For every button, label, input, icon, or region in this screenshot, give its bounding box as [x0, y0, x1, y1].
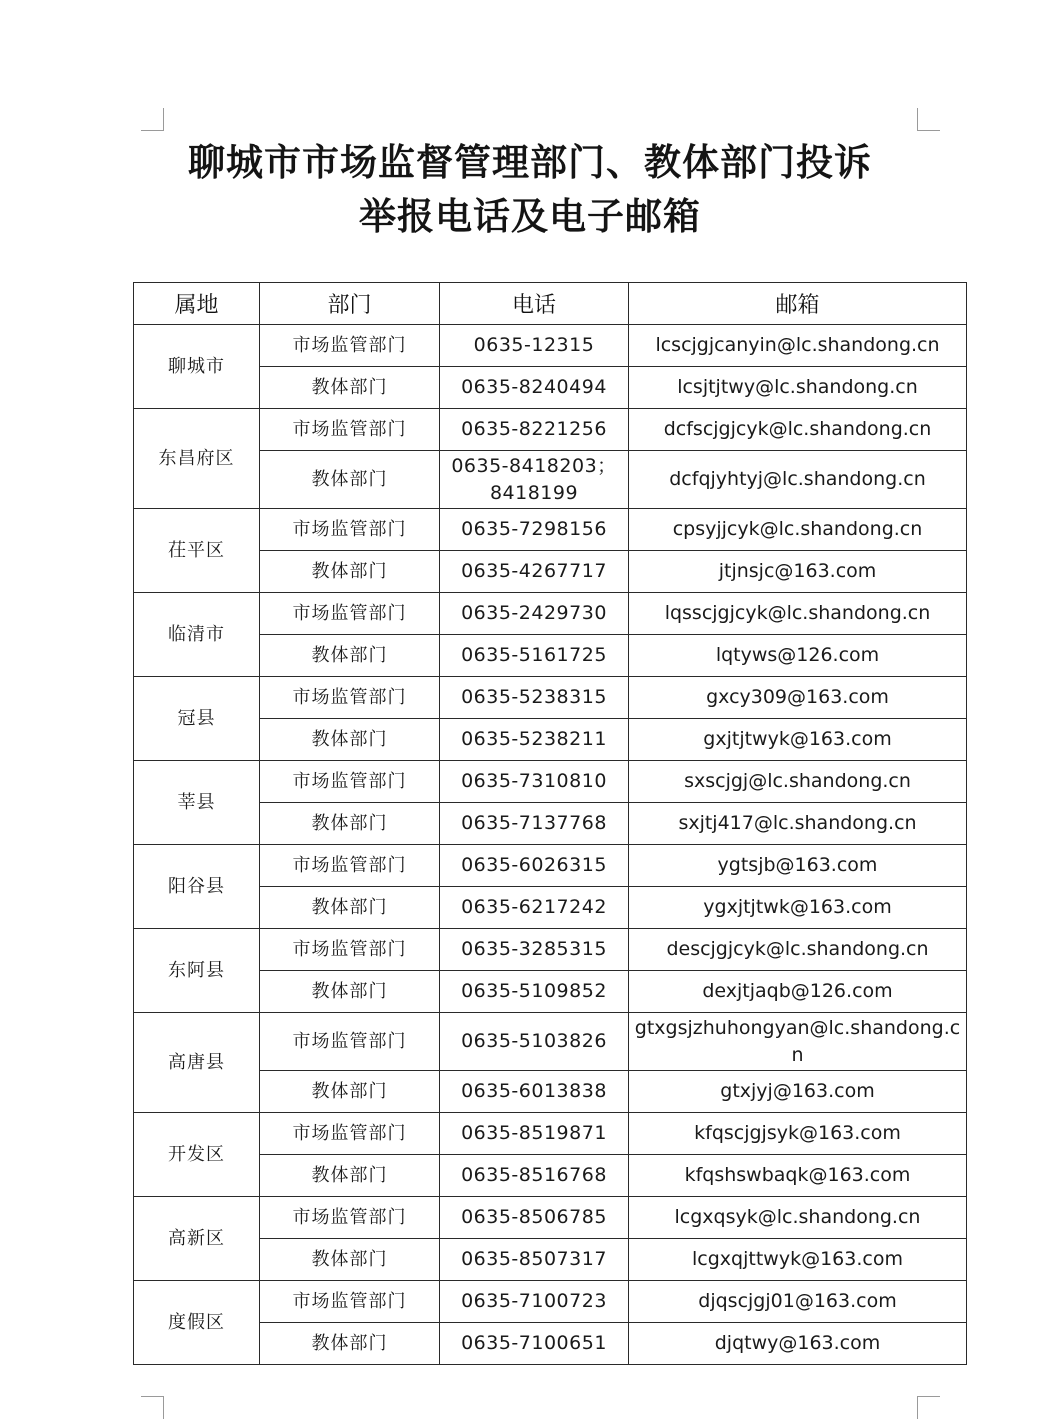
- department-cell: 市场监管部门: [260, 593, 440, 635]
- table-row: [134, 1013, 967, 1071]
- email-cell: dexjtjaqb@126.com: [629, 971, 967, 1013]
- table-body: [134, 325, 967, 1365]
- phone-cell: 0635-7137768: [440, 803, 629, 845]
- email-cell: kfqshswbaqk@163.com: [629, 1155, 967, 1197]
- phone-cell: 0635-8519871: [440, 1113, 629, 1155]
- email-cell: lqtyws@126.com: [629, 635, 967, 677]
- table-row: [134, 761, 967, 803]
- email-cell: dcfscjgjcyk@lc.shandong.cn: [629, 409, 967, 451]
- table-row: [134, 929, 967, 971]
- department-cell: 市场监管部门: [260, 677, 440, 719]
- email-cell: ygxjtjtwk@163.com: [629, 887, 967, 929]
- crop-mark-top-right: [917, 108, 940, 131]
- phone-cell: 0635-5109852: [440, 971, 629, 1013]
- email-cell: dcfqjyhtyj@lc.shandong.cn: [629, 451, 967, 509]
- email-cell: lcscjgjcanyin@lc.shandong.cn: [629, 325, 967, 367]
- phone-cell: 0635-8221256: [440, 409, 629, 451]
- email-cell: descjgjcyk@lc.shandong.cn: [629, 929, 967, 971]
- department-cell: 市场监管部门: [260, 509, 440, 551]
- table-row: [134, 593, 967, 635]
- phone-cell: 0635-8507317: [440, 1239, 629, 1281]
- department-cell: 市场监管部门: [260, 929, 440, 971]
- table-row: [134, 509, 967, 551]
- email-cell: sxjtj417@lc.shandong.cn: [629, 803, 967, 845]
- region-cell: 临清市: [134, 593, 260, 677]
- region-cell: 聊城市: [134, 325, 260, 409]
- department-cell: 教体部门: [260, 451, 440, 509]
- email-cell: kfqscjgjsyk@163.com: [629, 1113, 967, 1155]
- phone-cell: 0635-6026315: [440, 845, 629, 887]
- phone-cell: 0635-6013838: [440, 1071, 629, 1113]
- region-cell: 开发区: [134, 1113, 260, 1197]
- table-row: [134, 845, 967, 887]
- department-cell: 市场监管部门: [260, 1197, 440, 1239]
- phone-cell: 0635-7100723: [440, 1281, 629, 1323]
- phone-cell: 0635-8506785: [440, 1197, 629, 1239]
- crop-mark-top-left: [141, 108, 164, 131]
- region-cell: 莘县: [134, 761, 260, 845]
- department-cell: 市场监管部门: [260, 1113, 440, 1155]
- department-cell: 教体部门: [260, 887, 440, 929]
- department-cell: 教体部门: [260, 1155, 440, 1197]
- email-cell: lqsscjgjcyk@lc.shandong.cn: [629, 593, 967, 635]
- department-cell: 市场监管部门: [260, 1281, 440, 1323]
- table-row: [134, 1281, 967, 1323]
- department-cell: 教体部门: [260, 719, 440, 761]
- email-cell: gxcy309@163.com: [629, 677, 967, 719]
- phone-cell: 0635-4267717: [440, 551, 629, 593]
- header-department: 部门: [260, 283, 440, 325]
- department-cell: 市场监管部门: [260, 325, 440, 367]
- phone-cell: 0635-7100651: [440, 1323, 629, 1365]
- region-cell: 冠县: [134, 677, 260, 761]
- table-row: [134, 1113, 967, 1155]
- email-cell: sxscjgj@lc.shandong.cn: [629, 761, 967, 803]
- email-cell: gxjtjtwyk@163.com: [629, 719, 967, 761]
- phone-cell: 0635-8240494: [440, 367, 629, 409]
- phone-cell: 0635-5238211: [440, 719, 629, 761]
- department-cell: 教体部门: [260, 551, 440, 593]
- table-header-row: [134, 283, 967, 325]
- department-cell: 教体部门: [260, 367, 440, 409]
- department-cell: 教体部门: [260, 1323, 440, 1365]
- region-cell: 高唐县: [134, 1013, 260, 1113]
- department-cell: 市场监管部门: [260, 761, 440, 803]
- department-cell: 市场监管部门: [260, 1013, 440, 1071]
- email-cell: lcsjtjtwy@lc.shandong.cn: [629, 367, 967, 409]
- department-cell: 教体部门: [260, 803, 440, 845]
- contact-table: [133, 282, 967, 1365]
- department-cell: 教体部门: [260, 635, 440, 677]
- phone-cell: 0635-2429730: [440, 593, 629, 635]
- email-cell: jtjnsjc@163.com: [629, 551, 967, 593]
- header-region: 属地: [134, 283, 260, 325]
- email-cell: gtxgsjzhuhongyan@lc.shandong.cn: [629, 1013, 967, 1071]
- email-cell: cpsyjjcyk@lc.shandong.cn: [629, 509, 967, 551]
- department-cell: 教体部门: [260, 1239, 440, 1281]
- crop-mark-bottom-right: [917, 1396, 940, 1419]
- document-title: [0, 136, 1060, 244]
- department-cell: 市场监管部门: [260, 845, 440, 887]
- department-cell: 市场监管部门: [260, 409, 440, 451]
- title-line-2: 举报电话及电子邮箱: [359, 195, 701, 238]
- region-cell: 茌平区: [134, 509, 260, 593]
- phone-cell: 0635-8418203；8418199: [440, 451, 629, 509]
- email-cell: ygtsjb@163.com: [629, 845, 967, 887]
- phone-cell: 0635-5103826: [440, 1013, 629, 1071]
- department-cell: 教体部门: [260, 1071, 440, 1113]
- header-email: 邮箱: [629, 283, 967, 325]
- region-cell: 高新区: [134, 1197, 260, 1281]
- email-cell: lcgxqsyk@lc.shandong.cn: [629, 1197, 967, 1239]
- phone-cell: 0635-5161725: [440, 635, 629, 677]
- email-cell: lcgxqjttwyk@163.com: [629, 1239, 967, 1281]
- phone-cell: 0635-7310810: [440, 761, 629, 803]
- phone-cell: 0635-7298156: [440, 509, 629, 551]
- region-cell: 度假区: [134, 1281, 260, 1365]
- region-cell: 东昌府区: [134, 409, 260, 509]
- phone-cell: 0635-6217242: [440, 887, 629, 929]
- email-cell: gtxjyj@163.com: [629, 1071, 967, 1113]
- email-cell: djqtwy@163.com: [629, 1323, 967, 1365]
- phone-cell: 0635-5238315: [440, 677, 629, 719]
- department-cell: 教体部门: [260, 971, 440, 1013]
- table-row: [134, 325, 967, 367]
- title-line-1: 聊城市市场监督管理部门、教体部门投诉: [188, 141, 872, 184]
- email-cell: djqscjgj01@163.com: [629, 1281, 967, 1323]
- header-phone: 电话: [440, 283, 629, 325]
- phone-cell: 0635-3285315: [440, 929, 629, 971]
- table-row: [134, 409, 967, 451]
- region-cell: 东阿县: [134, 929, 260, 1013]
- phone-cell: 0635-8516768: [440, 1155, 629, 1197]
- crop-mark-bottom-left: [141, 1396, 164, 1419]
- region-cell: 阳谷县: [134, 845, 260, 929]
- table-row: [134, 677, 967, 719]
- table-row: [134, 1197, 967, 1239]
- phone-cell: 0635-12315: [440, 325, 629, 367]
